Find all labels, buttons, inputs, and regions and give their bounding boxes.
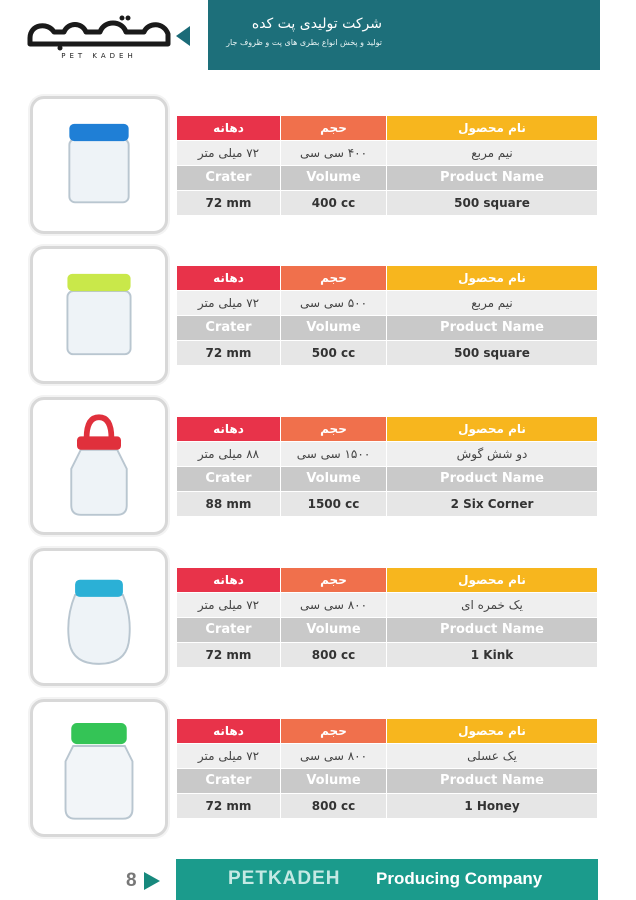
header-volume: حجم (281, 417, 386, 441)
page-number: 8 (126, 870, 137, 891)
header-volume: حجم (281, 266, 386, 290)
product-spec-table (177, 417, 597, 516)
table-header-en (177, 618, 597, 642)
header-mouth: دهانه (177, 417, 280, 441)
header-volume: حجم (281, 719, 386, 743)
product-spec-table (177, 266, 597, 365)
header-volume-en: Volume (281, 316, 386, 340)
volume-en: 800 cc (281, 643, 386, 667)
mouth-fa: ۷۲ میلی متر (177, 141, 280, 165)
header-name-en: Product Name (387, 467, 597, 491)
header-volume-en: Volume (281, 769, 386, 793)
footer-tagline: Producing Company (376, 869, 543, 888)
header-crater-en: Crater (177, 467, 280, 491)
name-en: 1 Kink (387, 643, 597, 667)
name-fa: یک خمره ای (387, 593, 597, 617)
header-name-en: Product Name (387, 166, 597, 190)
header-banner (208, 0, 600, 70)
header-mouth: دهانه (177, 116, 280, 140)
jar-icon (33, 702, 165, 834)
header-name-en: Product Name (387, 769, 597, 793)
header-mouth: دهانه (177, 266, 280, 290)
mouth-en: 72 mm (177, 643, 280, 667)
name-fa: نیم مربع (387, 291, 597, 315)
product-photo (30, 397, 168, 535)
header-name-en: Product Name (387, 618, 597, 642)
header-crater-en: Crater (177, 166, 280, 190)
header-name: نام محصول (387, 116, 597, 140)
header-volume: حجم (281, 116, 386, 140)
product-block (0, 246, 636, 392)
header-volume-en: Volume (281, 618, 386, 642)
table-header-en (177, 769, 597, 793)
header-name: نام محصول (387, 568, 597, 592)
footer-banner (176, 859, 598, 900)
header-mouth: دهانه (177, 568, 280, 592)
product-block (0, 548, 636, 694)
company-logo (24, 14, 174, 64)
header-name-en: Product Name (387, 316, 597, 340)
table-row-en (177, 191, 597, 215)
jar-icon (33, 400, 165, 532)
table-header-fa (177, 417, 597, 441)
table-header-fa (177, 266, 597, 290)
jar-icon (33, 99, 165, 231)
volume-fa: ۵۰۰ سی سی (281, 291, 386, 315)
volume-fa: ۸۰۰ سی سی (281, 593, 386, 617)
table-row-en (177, 341, 597, 365)
table-header-en (177, 166, 597, 190)
mouth-fa: ۷۲ میلی متر (177, 744, 280, 768)
product-photo (30, 96, 168, 234)
name-en: 2 Six Corner (387, 492, 597, 516)
product-photo (30, 548, 168, 686)
mouth-en: 72 mm (177, 794, 280, 818)
header-name: نام محصول (387, 719, 597, 743)
volume-fa: ۸۰۰ سی سی (281, 744, 386, 768)
volume-en: 500 cc (281, 341, 386, 365)
volume-en: 800 cc (281, 794, 386, 818)
product-spec-table (177, 116, 597, 215)
table-header-fa (177, 719, 597, 743)
jar-icon (33, 551, 165, 683)
company-title: شرکت تولیدی پت کده (251, 16, 382, 32)
mouth-en: 88 mm (177, 492, 280, 516)
table-header-en (177, 316, 597, 340)
table-row-fa (177, 744, 597, 768)
table-row-en (177, 492, 597, 516)
product-spec-table (177, 719, 597, 818)
mouth-fa: ۷۲ میلی متر (177, 291, 280, 315)
company-subtitle: تولید و پخش انواع بطری های پت و ظروف جار (226, 38, 382, 47)
volume-en: 400 cc (281, 191, 386, 215)
product-block (0, 699, 636, 845)
product-spec-table (177, 568, 597, 667)
name-en: 1 Honey (387, 794, 597, 818)
mouth-en: 72 mm (177, 341, 280, 365)
name-fa: دو شش گوش (387, 442, 597, 466)
name-en: 500 square (387, 341, 597, 365)
name-fa: نیم مربع (387, 141, 597, 165)
mouth-en: 72 mm (177, 191, 280, 215)
table-header-fa (177, 116, 597, 140)
header-crater-en: Crater (177, 316, 280, 340)
mouth-fa: ۸۸ میلی متر (177, 442, 280, 466)
table-row-fa (177, 442, 597, 466)
header-volume: حجم (281, 568, 386, 592)
logo-icon (24, 14, 174, 52)
footer-brand: PETKADEH (228, 868, 341, 889)
logo-subtitle: PET KADEH (61, 52, 137, 60)
table-row-en (177, 643, 597, 667)
table-header-fa (177, 568, 597, 592)
header-volume-en: Volume (281, 467, 386, 491)
header-name: نام محصول (387, 266, 597, 290)
table-row-fa (177, 141, 597, 165)
header-name: نام محصول (387, 417, 597, 441)
footer-arrow-icon (144, 872, 160, 890)
name-en: 500 square (387, 191, 597, 215)
product-photo (30, 699, 168, 837)
volume-fa: ۱۵۰۰ سی سی (281, 442, 386, 466)
header-volume-en: Volume (281, 166, 386, 190)
volume-en: 1500 cc (281, 492, 386, 516)
header-arrow-icon (176, 26, 190, 46)
table-row-en (177, 794, 597, 818)
product-photo (30, 246, 168, 384)
table-header-en (177, 467, 597, 491)
jar-icon (33, 249, 165, 381)
header-crater-en: Crater (177, 769, 280, 793)
product-block (0, 96, 636, 242)
header-mouth: دهانه (177, 719, 280, 743)
volume-fa: ۴۰۰ سی سی (281, 141, 386, 165)
mouth-fa: ۷۲ میلی متر (177, 593, 280, 617)
header-crater-en: Crater (177, 618, 280, 642)
product-block (0, 397, 636, 543)
table-row-fa (177, 593, 597, 617)
table-row-fa (177, 291, 597, 315)
name-fa: یک عسلی (387, 744, 597, 768)
